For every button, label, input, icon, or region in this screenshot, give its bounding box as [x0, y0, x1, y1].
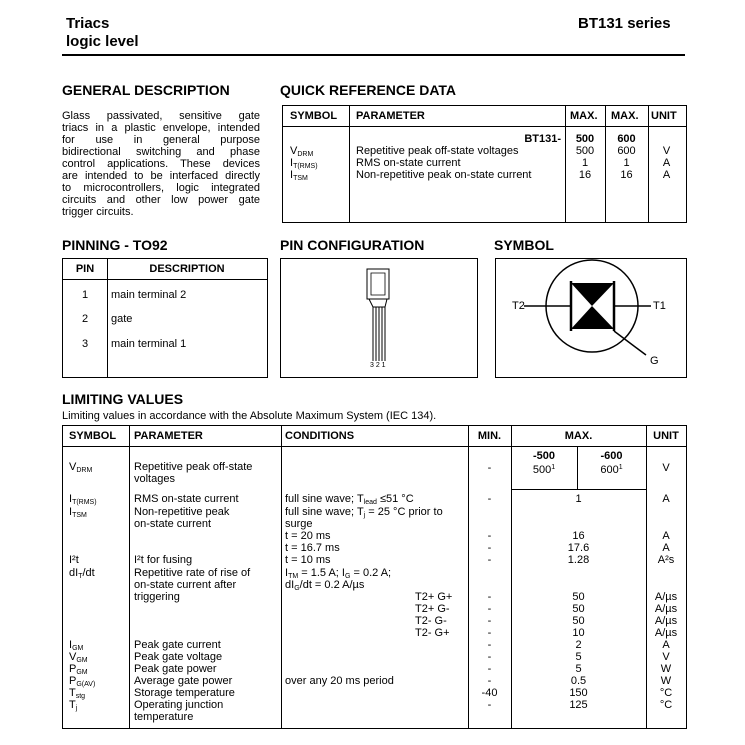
lv-symbol-igm: $I_{GM}$: [69, 639, 84, 652]
symbol-t1-label: T1: [653, 300, 666, 312]
lv-min: -: [487, 493, 492, 505]
pin-configuration-heading: PIN CONFIGURATION: [280, 237, 425, 253]
lv-min: -: [487, 462, 492, 474]
gd-line: triacs in a plastic envelope, intended: [62, 122, 260, 134]
qr-type-label: BT131-: [524, 133, 561, 145]
lv-cond: t = 10 ms: [285, 554, 331, 566]
lv-param: Non-repetitive peak: [134, 506, 230, 518]
lv-symbol-itrms: $I_{T(RMS)}$: [69, 493, 97, 506]
qr-header-parameter: PARAMETER: [356, 110, 425, 122]
lv-unit: °C: [659, 699, 673, 711]
gd-line: bidirectional switching and phase: [62, 146, 260, 158]
lv-max: 5: [575, 663, 582, 675]
lv-unit: A/µs: [654, 603, 678, 615]
general-description-heading: GENERAL DESCRIPTION: [62, 82, 230, 98]
lv-symbol-tstg: $T_{stg}$: [69, 687, 86, 700]
doc-series: BT131 series: [578, 15, 671, 32]
lv-param: on-state current after: [134, 579, 237, 591]
lv-unit: W: [660, 675, 672, 687]
qr-type-600: 600: [617, 133, 636, 145]
lv-header-conditions: CONDITIONS: [285, 430, 355, 442]
qr-header-unit: UNIT: [651, 110, 677, 122]
symbol-t2-label: T2: [512, 300, 525, 312]
lv-type-500: -500: [532, 450, 556, 462]
lv-max: 10: [572, 627, 585, 639]
quick-reference-heading: QUICK REFERENCE DATA: [280, 82, 457, 98]
qr-type-500: 500: [575, 133, 595, 145]
qr-symbol-itsm: $I_{TSM}$: [290, 169, 308, 182]
lv-symbol-tj: $T_j$: [69, 699, 78, 712]
limiting-values-heading: LIMITING VALUES: [62, 391, 184, 407]
lv-param: Storage temperature: [134, 687, 235, 699]
lv-quadrant: T2- G-: [415, 615, 447, 627]
qr-symbol-itrms: $I_{T(RMS)}$: [290, 157, 318, 170]
pin-description: main terminal 1: [111, 338, 187, 350]
lv-cond: full sine wave; $T_j = 25$ °C prior to: [285, 506, 443, 519]
lv-min: -: [487, 675, 492, 687]
qr-value: 16: [578, 169, 592, 181]
lv-max: 5: [575, 651, 582, 663]
lv-max: 17.6: [567, 542, 590, 554]
lv-unit: A: [662, 493, 670, 505]
lv-cond: over any 20 ms period: [285, 675, 394, 687]
lv-unit: A: [662, 639, 670, 651]
lv-param: Repetitive peak off-state: [134, 461, 253, 473]
gd-line: trigger circuits.: [62, 206, 134, 218]
lv-symbol-i2t: I²t: [69, 554, 79, 566]
lv-unit: A²s: [657, 554, 675, 566]
lv-max: 125: [569, 699, 588, 711]
lv-param: Peak gate current: [134, 639, 221, 651]
lv-max: 0.5: [570, 675, 587, 687]
lv-max: 1.28: [567, 554, 590, 566]
lv-unit: W: [660, 663, 672, 675]
gd-line: circuits and other low power gate: [62, 194, 260, 206]
quick-reference-table: [282, 105, 687, 223]
lv-param: Peak gate voltage: [134, 651, 223, 663]
qr-header-symbol: SYMBOL: [290, 110, 338, 122]
lv-header-min: MIN.: [477, 430, 502, 442]
lv-min: -: [487, 591, 492, 603]
lv-cond: $I_{TM} = 1.5$ A; $I_G = 0.2$ A;: [285, 567, 392, 580]
lv-min: -: [487, 615, 492, 627]
limiting-values-table: [62, 425, 687, 729]
lv-symbol-vdrm: $V_{DRM}$: [69, 461, 93, 474]
qr-value: 1: [581, 157, 589, 169]
pin-number: 1: [81, 289, 89, 301]
qr-value: 600: [617, 145, 636, 157]
qr-value: 1: [623, 157, 630, 169]
qr-unit: V: [662, 145, 671, 157]
lv-min: -40: [481, 687, 498, 699]
pin-description: gate: [111, 313, 133, 325]
lv-cond: $dI_G/dt = 0.2$ A/µs: [285, 579, 365, 592]
lv-max: 50: [572, 603, 585, 615]
lv-quadrant: T2+ G+: [415, 591, 453, 603]
lv-param: voltages: [134, 473, 175, 485]
lv-min: -: [487, 603, 492, 615]
pin-header-pin: PIN: [75, 263, 95, 275]
qr-unit: A: [662, 157, 671, 169]
lv-min: -: [487, 699, 492, 711]
lv-max: 2: [575, 639, 582, 651]
gd-line: to microcontrollers, logic integrated: [62, 182, 260, 194]
qr-param: Repetitive peak off-state voltages: [356, 145, 519, 157]
lv-max: 1: [575, 493, 582, 505]
lv-param: on-state current: [134, 518, 212, 530]
lv-header-symbol: SYMBOL: [69, 430, 117, 442]
pinning-table: [62, 258, 268, 378]
lv-cond: t = 16.7 ms: [285, 542, 340, 554]
general-description-text: [62, 110, 260, 218]
lv-min: -: [487, 663, 492, 675]
doc-title-line2: logic level: [66, 33, 139, 50]
qr-symbol-vdrm: $V_{DRM}$: [290, 145, 314, 158]
lv-unit: A/µs: [654, 615, 678, 627]
qr-value: 16: [620, 169, 633, 181]
lv-param: temperature: [134, 711, 194, 723]
lv-cond: surge: [285, 518, 313, 530]
lv-unit: A: [662, 542, 670, 554]
lv-unit: A: [662, 530, 670, 542]
limiting-values-subtitle: Limiting values in accordance with the Absolute Maximum System (IEC 134).: [62, 410, 437, 422]
lv-min: -: [487, 530, 492, 542]
pin-number: 3: [81, 338, 89, 350]
symbol-box: [495, 258, 687, 378]
lv-param: Repetitive rate of rise of: [134, 567, 251, 579]
lv-unit: V: [662, 651, 670, 663]
lv-min: -: [487, 651, 492, 663]
symbol-heading: SYMBOL: [494, 237, 554, 253]
gd-line: for use in general purpose: [62, 134, 260, 146]
lv-header-unit: UNIT: [653, 430, 679, 442]
lv-param: Average gate power: [134, 675, 233, 687]
lv-param: I²t for fusing: [134, 554, 193, 566]
lv-symbol-pgm: $P_{GM}$: [69, 663, 88, 676]
lv-max: 50: [572, 591, 585, 603]
doc-title-line1: Triacs: [66, 15, 110, 32]
lv-max: 50: [572, 615, 585, 627]
qr-param: RMS on-state current: [356, 157, 461, 169]
qr-value: 500: [575, 145, 595, 157]
lv-symbol-didt: $dI_T/dt$: [69, 567, 95, 580]
lv-param: Operating junction: [134, 699, 224, 711]
lv-min: -: [487, 542, 492, 554]
pin-number: 2: [81, 313, 89, 325]
lv-symbol-itsm: $I_{TSM}$: [69, 506, 87, 519]
pin-config-labels: 3 2 1: [370, 362, 386, 369]
lv-unit: A/µs: [654, 627, 678, 639]
to92-package-icon: [281, 259, 477, 377]
lv-quadrant: T2+ G-: [415, 603, 450, 615]
lv-symbol-pgav: $P_{G(AV)}$: [69, 675, 96, 688]
lv-unit: °C: [659, 687, 673, 699]
lv-cond: full sine wave; $T_{lead} \le 51$ °C: [285, 493, 414, 506]
qr-param: Non-repetitive peak on-state current: [356, 169, 532, 181]
lv-type-600: -600: [600, 450, 623, 462]
gd-line: are intended to be interfaced directly: [62, 170, 260, 182]
lv-min: -: [487, 554, 492, 566]
lv-param: RMS on-state current: [134, 493, 239, 505]
lv-min: -: [487, 627, 492, 639]
header-rule: [62, 54, 685, 56]
lv-max: 16: [572, 530, 585, 542]
lv-param: triggering: [134, 591, 180, 603]
symbol-g-label: G: [650, 355, 659, 367]
lv-min: -: [487, 639, 492, 651]
lv-header-parameter: PARAMETER: [134, 430, 203, 442]
pin-configuration-box: [280, 258, 478, 378]
pin-header-desc: DESCRIPTION: [149, 263, 225, 275]
lv-cond: t = 20 ms: [285, 530, 331, 542]
lv-unit: A/µs: [654, 591, 678, 603]
lv-vdrm-500: $500^1$: [532, 464, 556, 476]
lv-quadrant: T2- G+: [415, 627, 450, 639]
lv-header-max: MAX.: [564, 430, 593, 442]
gd-line: Glass passivated, sensitive gate: [62, 110, 260, 122]
lv-unit: V: [662, 462, 670, 474]
lv-vdrm-600: $600^1$: [600, 464, 623, 476]
lv-symbol-vgm: $V_{GM}$: [69, 651, 88, 664]
pin-description: main terminal 2: [111, 289, 187, 301]
lv-max: 150: [569, 687, 588, 699]
qr-header-max1: MAX.: [570, 110, 598, 122]
pinning-heading: PINNING - TO92: [62, 237, 168, 253]
gd-line: control applications. These devices: [62, 158, 260, 170]
qr-unit: A: [662, 169, 671, 181]
lv-param: Peak gate power: [134, 663, 217, 675]
qr-header-max2: MAX.: [611, 110, 639, 122]
